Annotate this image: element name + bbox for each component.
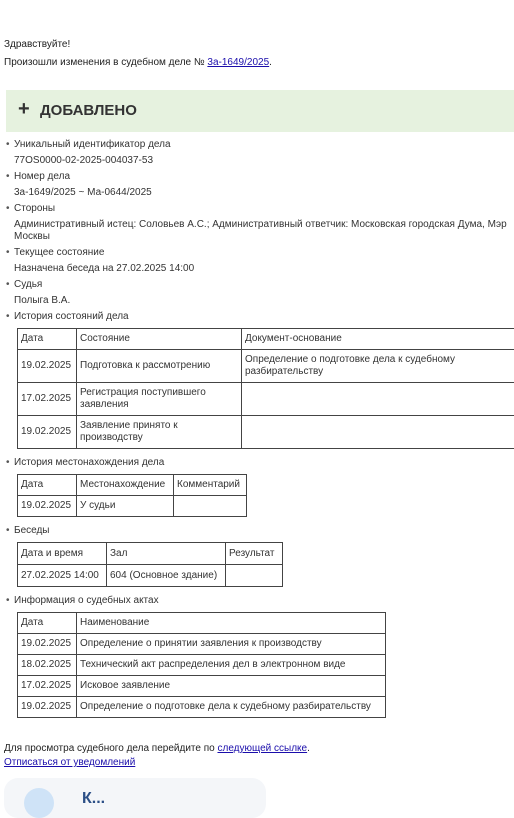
number-label: • Номер дела [6, 169, 512, 185]
table-cell: Технический акт распределения дел в электронном виде [77, 655, 386, 676]
intro-tail: . [269, 57, 272, 68]
table-row [18, 697, 386, 718]
footer-line [4, 742, 310, 756]
footer-tail: . [307, 743, 310, 754]
table-cell: 18.02.2025 [18, 655, 77, 676]
table-cell [242, 416, 514, 449]
table-row [18, 565, 283, 587]
table-header-row [18, 613, 386, 634]
history-table [17, 328, 514, 449]
greeting: Здравствуйте! [4, 38, 70, 52]
table-cell: Определение о принятии заявления к производству [77, 634, 386, 655]
talks-table [17, 542, 283, 587]
number-value: 3а-1649/2025 ~ Ма-0644/2025 [6, 185, 512, 201]
unsubscribe-link[interactable]: Отписаться от уведомлений [4, 757, 135, 768]
location-table [17, 474, 247, 517]
table-header: Дата [18, 613, 77, 634]
judge-value: Полыга В.А. [6, 293, 512, 309]
table-cell: 17.02.2025 [18, 676, 77, 697]
talks-label: • Беседы [6, 523, 512, 539]
table-row [18, 350, 514, 383]
state-label: • Текущее состояние [6, 245, 512, 261]
table-cell [226, 565, 283, 587]
table-row [18, 383, 514, 416]
uid-value: 77OS0000-02-2025-004037-53 [6, 153, 512, 169]
table-cell: Определение о подготовке дела к судебному разбирательству [242, 350, 514, 383]
promo-text: К... [82, 790, 105, 808]
table-cell: Заявление принято к производству [77, 416, 242, 449]
table-cell: 19.02.2025 [18, 350, 77, 383]
table-row [18, 655, 386, 676]
logo-icon [24, 788, 54, 818]
judge-label: • Судья [6, 277, 512, 293]
table-header: Результат [226, 543, 283, 565]
added-banner [6, 90, 514, 132]
state-value: Назначена беседа на 27.02.2025 14:00 [6, 261, 512, 277]
table-header: Комментарий [174, 475, 247, 496]
table-row [18, 634, 386, 655]
table-cell: Исковое заявление [77, 676, 386, 697]
intro-text: Произошли изменения в судебном деле № [4, 57, 205, 68]
table-cell: Определение о подготовке дела к судебному разбирательству [77, 697, 386, 718]
table-header: Зал [107, 543, 226, 565]
table-cell: Регистрация поступившего заявления [77, 383, 242, 416]
banner-title: ДОБАВЛЕНО [40, 102, 137, 120]
intro-line [4, 56, 272, 70]
table-header: Наименование [77, 613, 386, 634]
plus-icon: + [18, 98, 30, 120]
table-header: Дата [18, 329, 77, 350]
table-cell: У судьи [77, 496, 174, 517]
table-cell: 19.02.2025 [18, 496, 77, 517]
table-header: Документ-основание [242, 329, 514, 350]
table-cell: 19.02.2025 [18, 634, 77, 655]
history-label: • История состояний дела [6, 309, 512, 325]
table-cell [174, 496, 247, 517]
footer-text: Для просмотра судебного дела перейдите по [4, 743, 215, 754]
table-cell: 17.02.2025 [18, 383, 77, 416]
table-cell: Подготовка к рассмотрению [77, 350, 242, 383]
table-header: Дата и время [18, 543, 107, 565]
case-view-link[interactable]: следующей ссылке [217, 743, 307, 754]
table-header: Дата [18, 475, 77, 496]
table-header: Местонахождение [77, 475, 174, 496]
table-header-row [18, 543, 283, 565]
parties-value: Административный истец: Соловьев А.С.; Административный ответчик: Московская городская Дума, Мэр Москвы [6, 217, 512, 245]
acts-table [17, 612, 386, 718]
location-label: • История местонахождения дела [6, 455, 512, 471]
table-cell: 27.02.2025 14:00 [18, 565, 107, 587]
table-row [18, 416, 514, 449]
table-cell: 19.02.2025 [18, 416, 77, 449]
table-row [18, 676, 386, 697]
acts-label: • Информация о судебных актах [6, 593, 512, 609]
table-row [18, 496, 247, 517]
table-header: Состояние [77, 329, 242, 350]
table-header-row [18, 475, 247, 496]
table-cell: 604 (Основное здание) [107, 565, 226, 587]
table-header-row [18, 329, 514, 350]
promo-banner[interactable] [4, 778, 266, 818]
uid-label: • Уникальный идентификатор дела [6, 137, 512, 153]
table-cell [242, 383, 514, 416]
parties-label: • Стороны [6, 201, 512, 217]
table-cell: 19.02.2025 [18, 697, 77, 718]
case-details [6, 137, 512, 724]
case-link[interactable]: 3а-1649/2025 [207, 57, 269, 68]
